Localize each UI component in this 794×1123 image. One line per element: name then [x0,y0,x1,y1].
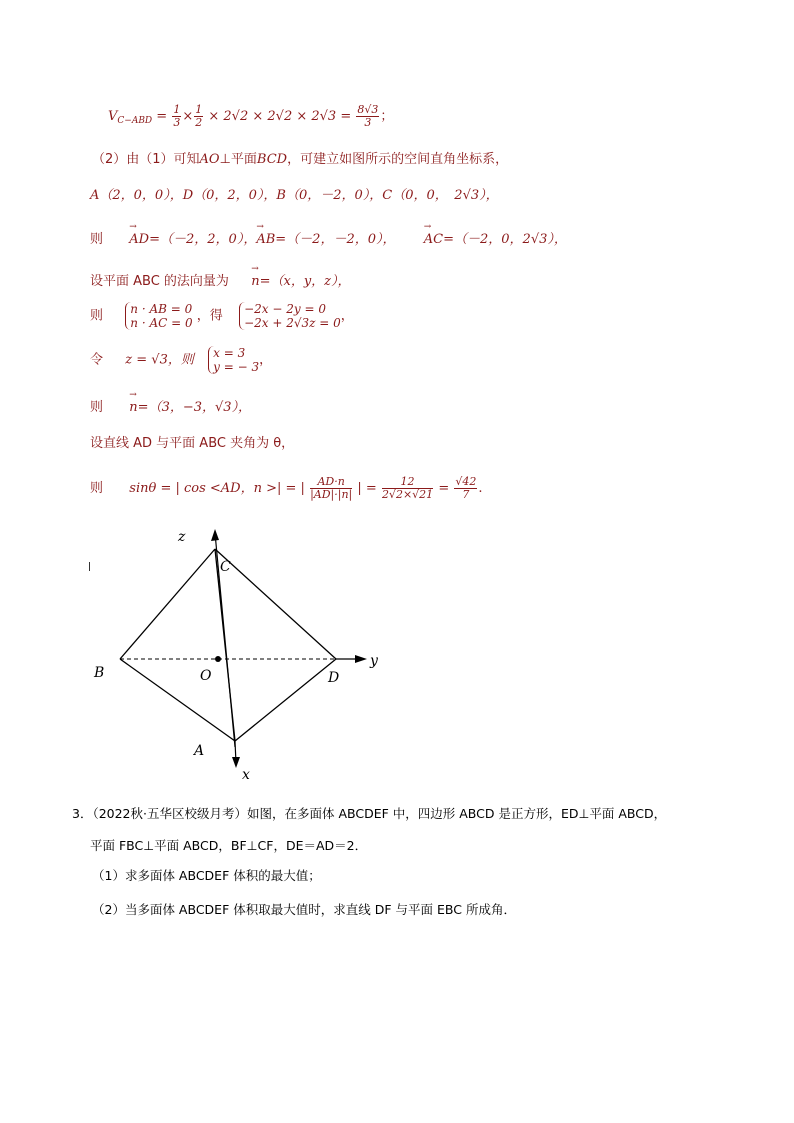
ze-label: 则 [90,400,104,415]
numerator: 1 [195,103,203,116]
stray-mark [89,562,90,571]
equals: = [156,109,168,124]
denominator: 2 [195,116,203,129]
fraction-cos [310,476,352,501]
label-b: B [94,665,105,681]
numerator: 8√3 [357,103,379,116]
xy-solution [208,346,259,374]
ze-label: 则 [90,232,104,247]
times: × [182,109,194,124]
vector-ad-value: =（－2，2，0）， [149,232,257,247]
system-line [90,302,354,330]
sine-mid: | = [357,481,377,496]
x-arrow-icon [232,757,240,768]
numerator: AD·n [310,476,352,489]
linear-system [239,302,341,330]
comma: ， [259,352,273,368]
vector-n-value: =（x，y，z）， [259,274,351,289]
label-a: A [194,743,205,759]
part2-suffix: ，可建立如图所示的空间直角坐标系， [287,152,509,167]
label-z: z [178,529,186,545]
y-arrow-icon [355,655,367,663]
bcd-label: BCD [256,152,288,167]
label-y: y [370,653,378,669]
vector-ab-value: =（－2，－2，0）， [275,232,396,247]
label-x: x [242,767,250,783]
problem3-line1: 3．（2022秋·五华区校级月考）如图，在多面体 ABCDEF 中，四边形 ABCD 是正方形，ED⊥平面 ABCD， [72,806,667,821]
problem3-q1: （1）求多面体 ABCDEF 体积的最大值； [92,868,321,883]
volume-formula [108,104,393,129]
problem3-q2: （2）当多面体 ABCDEF 体积取最大值时，求直线 DF 与平面 EBC 所成角． [92,902,516,917]
ze-label: 则 [90,308,104,324]
part2-prefix: （2）由（1）可知 [92,152,200,167]
edge-ba [120,659,235,741]
system-row: x = 3 [213,346,246,360]
dot-product-system [125,302,192,330]
system-row: −2x + 2√3z = 0 [244,316,341,330]
let-z-line [90,346,272,374]
edge-cd [215,549,336,659]
fraction-one-third [172,104,181,129]
semicolon: ； [380,109,394,124]
system-row: n · AB = 0 [130,302,193,316]
normal-vector-line [90,270,351,289]
label-o: O [200,668,212,684]
volume-subscript: C−ABD [117,116,153,126]
volume-product: × 2√2 × 2√2 × 2√3 = [208,109,352,124]
equals: = [438,481,450,496]
system-row: −2x − 2y = 0 [244,302,326,316]
system-row: n · AC = 0 [130,316,193,330]
ze-label: 则 [90,481,104,496]
numerator: 1 [173,103,181,116]
fraction-12 [382,476,433,501]
denominator: 2√2×√21 [381,488,434,501]
coordinates: A（2，0，0），D（0，2，0），B（0，－2，0），C（0，0， 2√3）， [90,188,499,203]
numerator: √42 [455,475,477,488]
problem3-line2: 平面 FBC⊥平面 ABCD，BF⊥CF，DE＝AD＝2． [90,838,368,853]
vector-ab: → AB [256,232,275,247]
denominator: 3 [364,116,372,129]
comma: ， [340,308,354,324]
part2-intro [92,148,508,167]
ao-label: AO [199,152,220,167]
label-c: C [220,559,231,575]
sine-formula [90,476,483,501]
perp-plane: ⊥平面 [219,152,257,167]
volume-symbol: V [108,109,118,124]
vector-line [90,228,567,247]
edge-ad [235,659,336,741]
period: . [478,481,483,496]
origin-point [215,656,221,662]
de-label: ，得 [196,308,223,324]
z-arrow-icon [211,529,219,541]
edge-bc [120,549,215,659]
normal-vector-value: =（3，−3，√3）， [137,400,252,415]
vector-ac-value: =（－2，0，2√3）， [443,232,567,247]
numerator: 12 [382,476,433,489]
label-d: D [328,670,340,686]
sine-lhs: sinθ = | cos <AD，n >| = | [129,481,305,496]
normal-intro: 设平面 ABC 的法向量为 [90,274,229,289]
denominator: 7 [462,488,470,501]
angle-intro: 设直线 AD 与平面 ABC 夹角为 θ， [90,436,295,451]
denominator: |AD|·|n| [310,488,353,501]
vector-n: → n [129,400,137,415]
vector-n: → n [251,274,259,289]
z-value: z = √3，则 [125,352,194,368]
fraction-result [356,104,379,129]
vector-ad: → AD [129,232,149,247]
normal-result-line [90,396,251,415]
vector-ac: → AC [424,232,443,247]
coordinate-figure [86,525,386,785]
system-row: y = − 3 [213,360,260,374]
fraction-result [454,476,477,501]
denominator: 3 [173,116,181,129]
edge-ac [215,549,235,741]
fraction-one-half [194,104,203,129]
ling-label: 令 [90,352,104,368]
